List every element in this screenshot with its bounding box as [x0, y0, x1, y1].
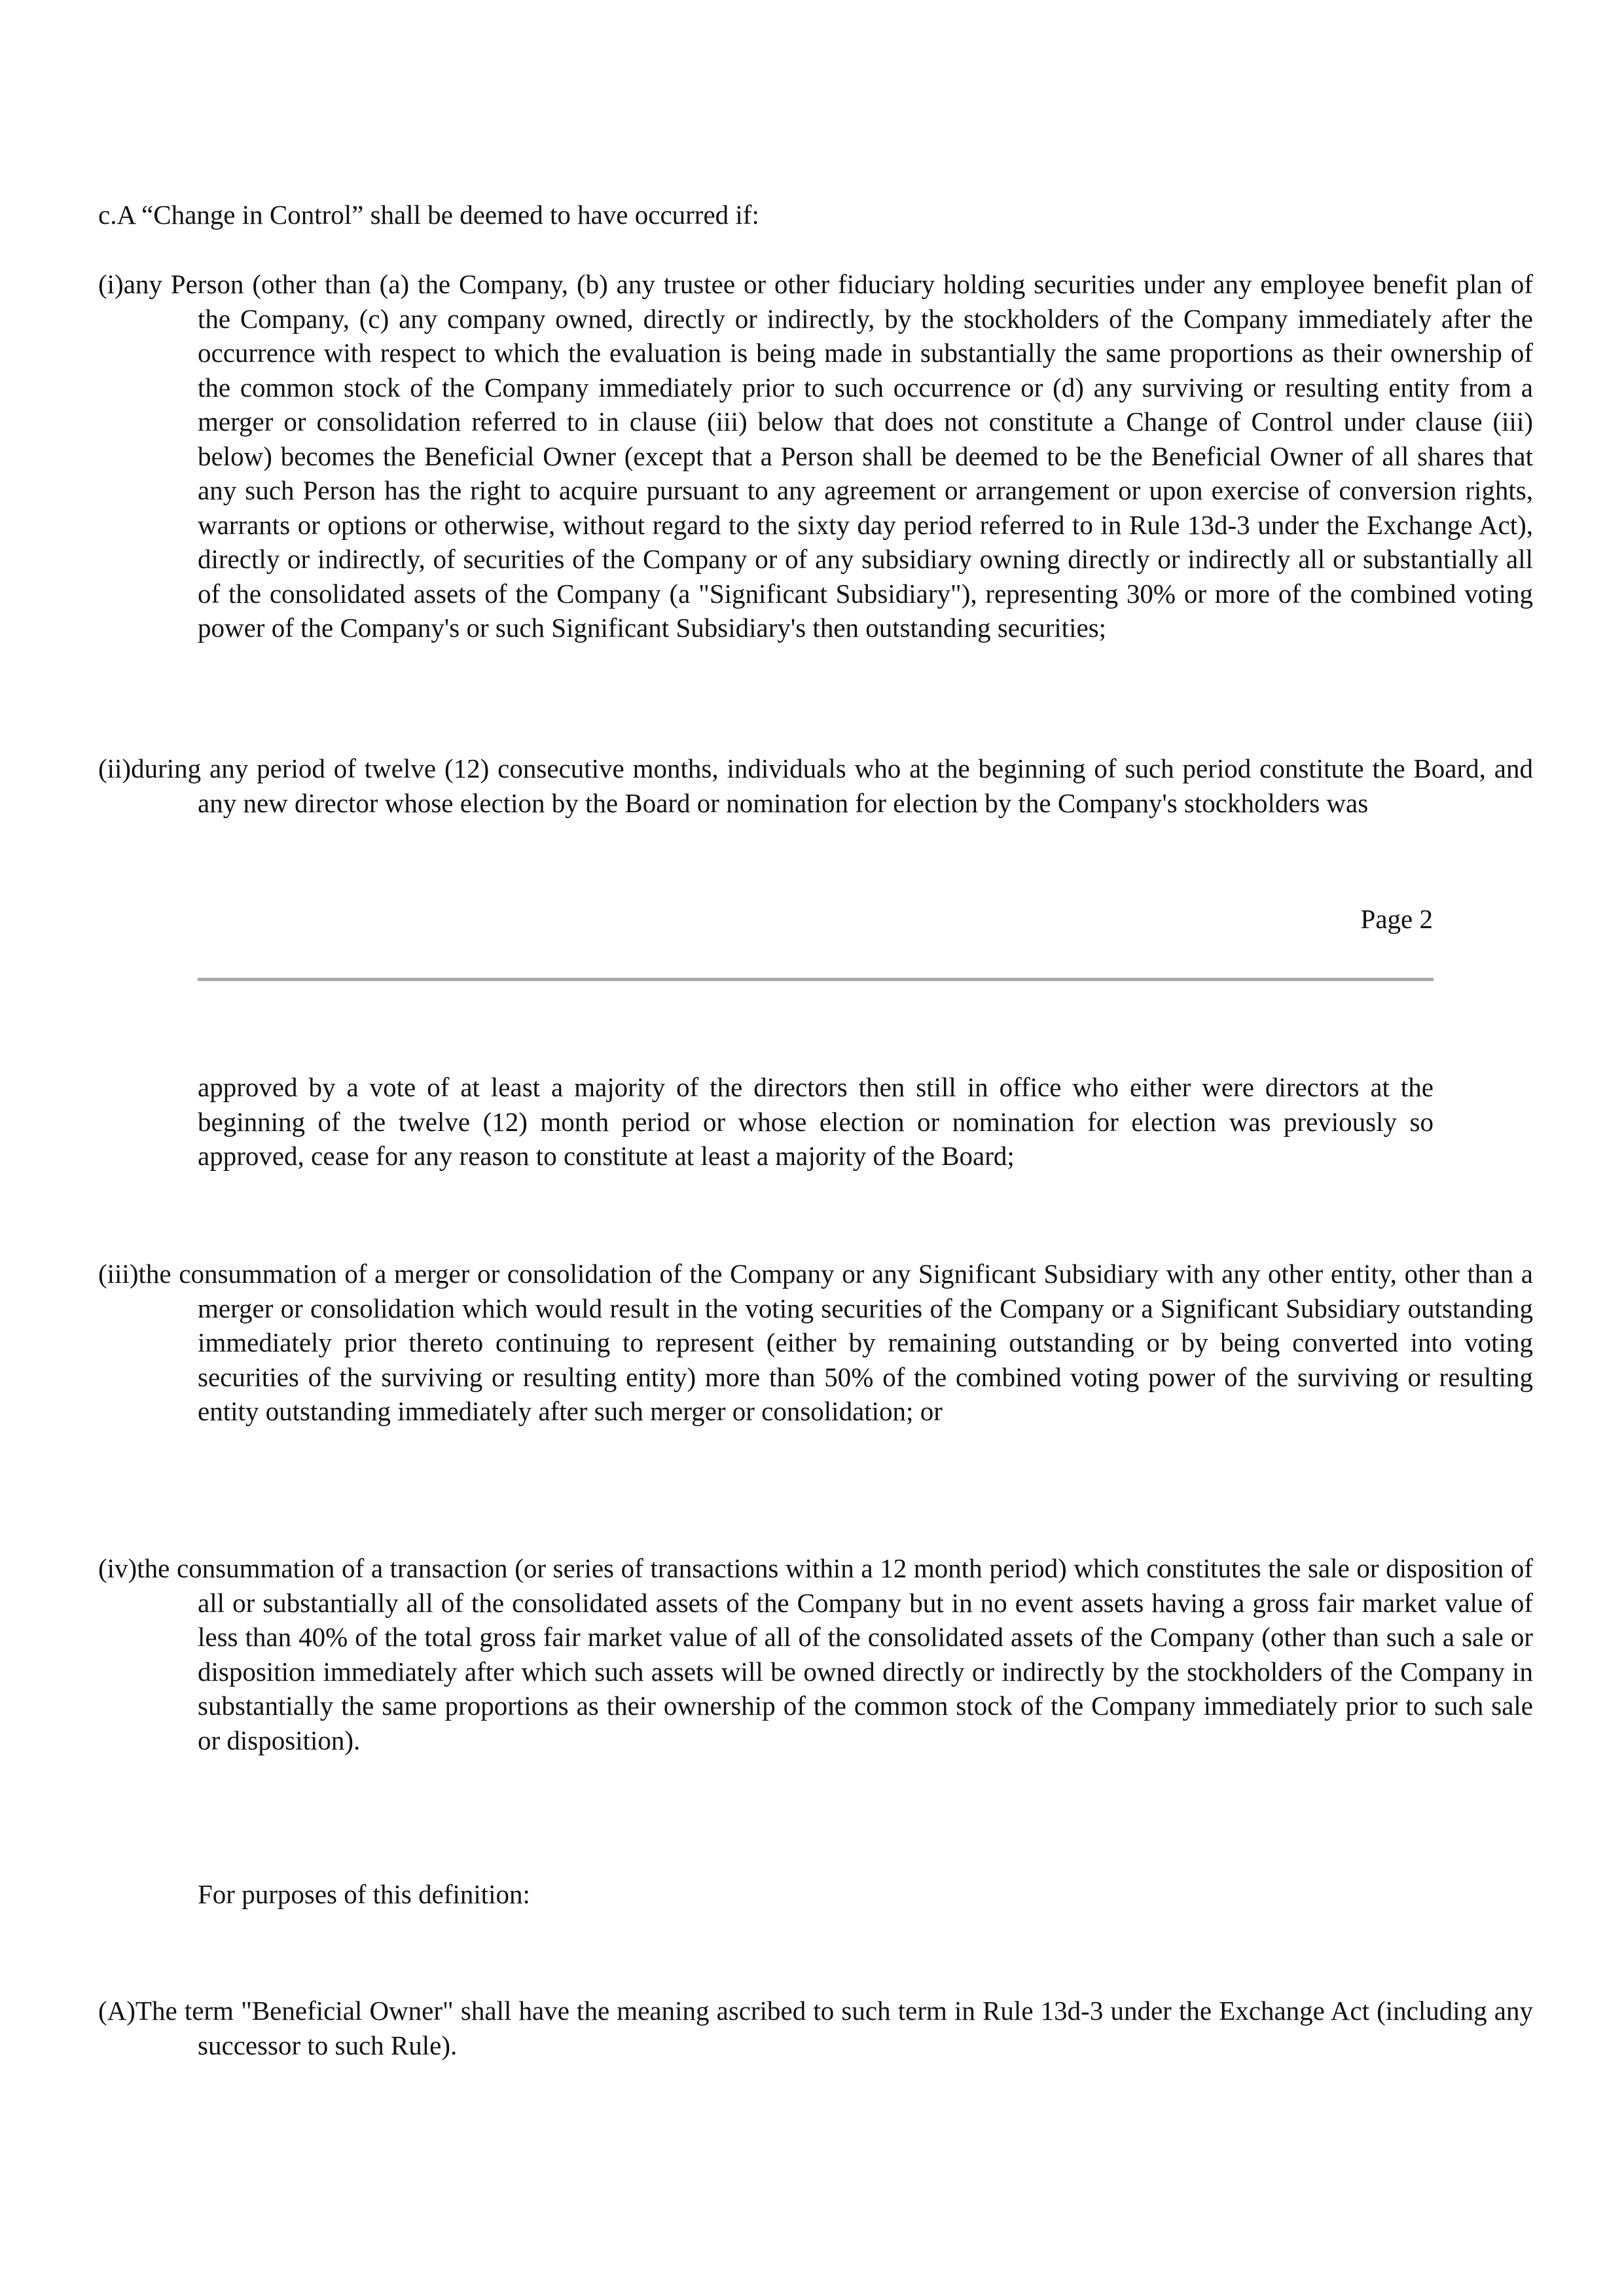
definition-a-paragraph: (A)The term "Beneficial Owner" shall have the meaning ascribed to such term in Rule 13d-3 under the Exchange Act (including any successor to such Rule). — [98, 1996, 1533, 2060]
clause-i-paragraph: (i)any Person (other than (a) the Company, (b) any trustee or other fiduciary holding securities under any employee benefit plan of the Company, (c) any company owned, directly or indirectly, by the stockholders of the Company immediately after the occurrence with respect to which the evaluation is being made in substantially the same proportions as their ownership of the common stock of the Company immediately prior to such occurrence or (d) any surviving or resulting entity from a merger or consolidation referred to in clause (iii) below that does not constitute a Change of Control under clause (iii) below) becomes the Beneficial Owner (except that a Person shall be deemed to be the Beneficial Owner of all shares that any such Person has the right to acquire pursuant to any agreement or arrangement or upon exercise of conversion rights, warrants or options or otherwise, without regard to the sixty day period referred to in Rule 13d-3 under the Exchange Act), directly or indirectly, of securities of the Company or of any subsidiary owning directly or indirectly all or substantially all of the consolidated assets of the Company (a "Significant Subsidiary"), representing 30% or more of the combined voting power of the Company's or such Significant Subsidiary's then outstanding securities; — [98, 269, 1533, 643]
page-break-divider — [198, 978, 1434, 981]
page-number: Page 2 — [1360, 904, 1433, 934]
clause-ii-paragraph-continued: approved by a vote of at least a majority of the directors then still in office who either were directors at the beginning of the twelve (12) month period or whose election or nomination for election was previously so approved, cease for any reason to constitute at least a majority of the Board; — [198, 1072, 1434, 1171]
clause-ii-paragraph-start: (ii)during any period of twelve (12) consecutive months, individuals who at the beginning of such period constitute the Board, and any new director whose election by the Board or nomination for election by the Company's stockholders was — [98, 753, 1533, 818]
definitions-intro: For purposes of this definition: — [198, 1879, 530, 1909]
section-heading: c.A “Change in Control” shall be deemed to have occurred if: — [98, 200, 759, 230]
clause-iii-paragraph: (iii)the consummation of a merger or consolidation of the Company or any Significant Subsidiary with any other entity, other than a merger or consolidation which would result in the voting securities of the Company or a Significant Subsidiary outstanding immediately prior thereto continuing to represent (either by remaining outstanding or by being converted into voting securities of the surviving or resulting entity) more than 50% of the combined voting power of the surviving or resulting entity outstanding immediately after such merger or consolidation; or — [98, 1259, 1533, 1426]
clause-iv-paragraph: (iv)the consummation of a transaction (or series of transactions within a 12 month period) which constitutes the sale or disposition of all or substantially all of the consolidated assets of the Company but in no event assets having a gross fair market value of less than 40% of the total gross fair market value of all of the consolidated assets of the Company (other than such a sale or disposition immediately after which such assets will be owned directly or indirectly by the stockholders of the Company in substantially the same proportions as their ownership of the common stock of the Company immediately prior to such sale or disposition). — [98, 1553, 1533, 1755]
